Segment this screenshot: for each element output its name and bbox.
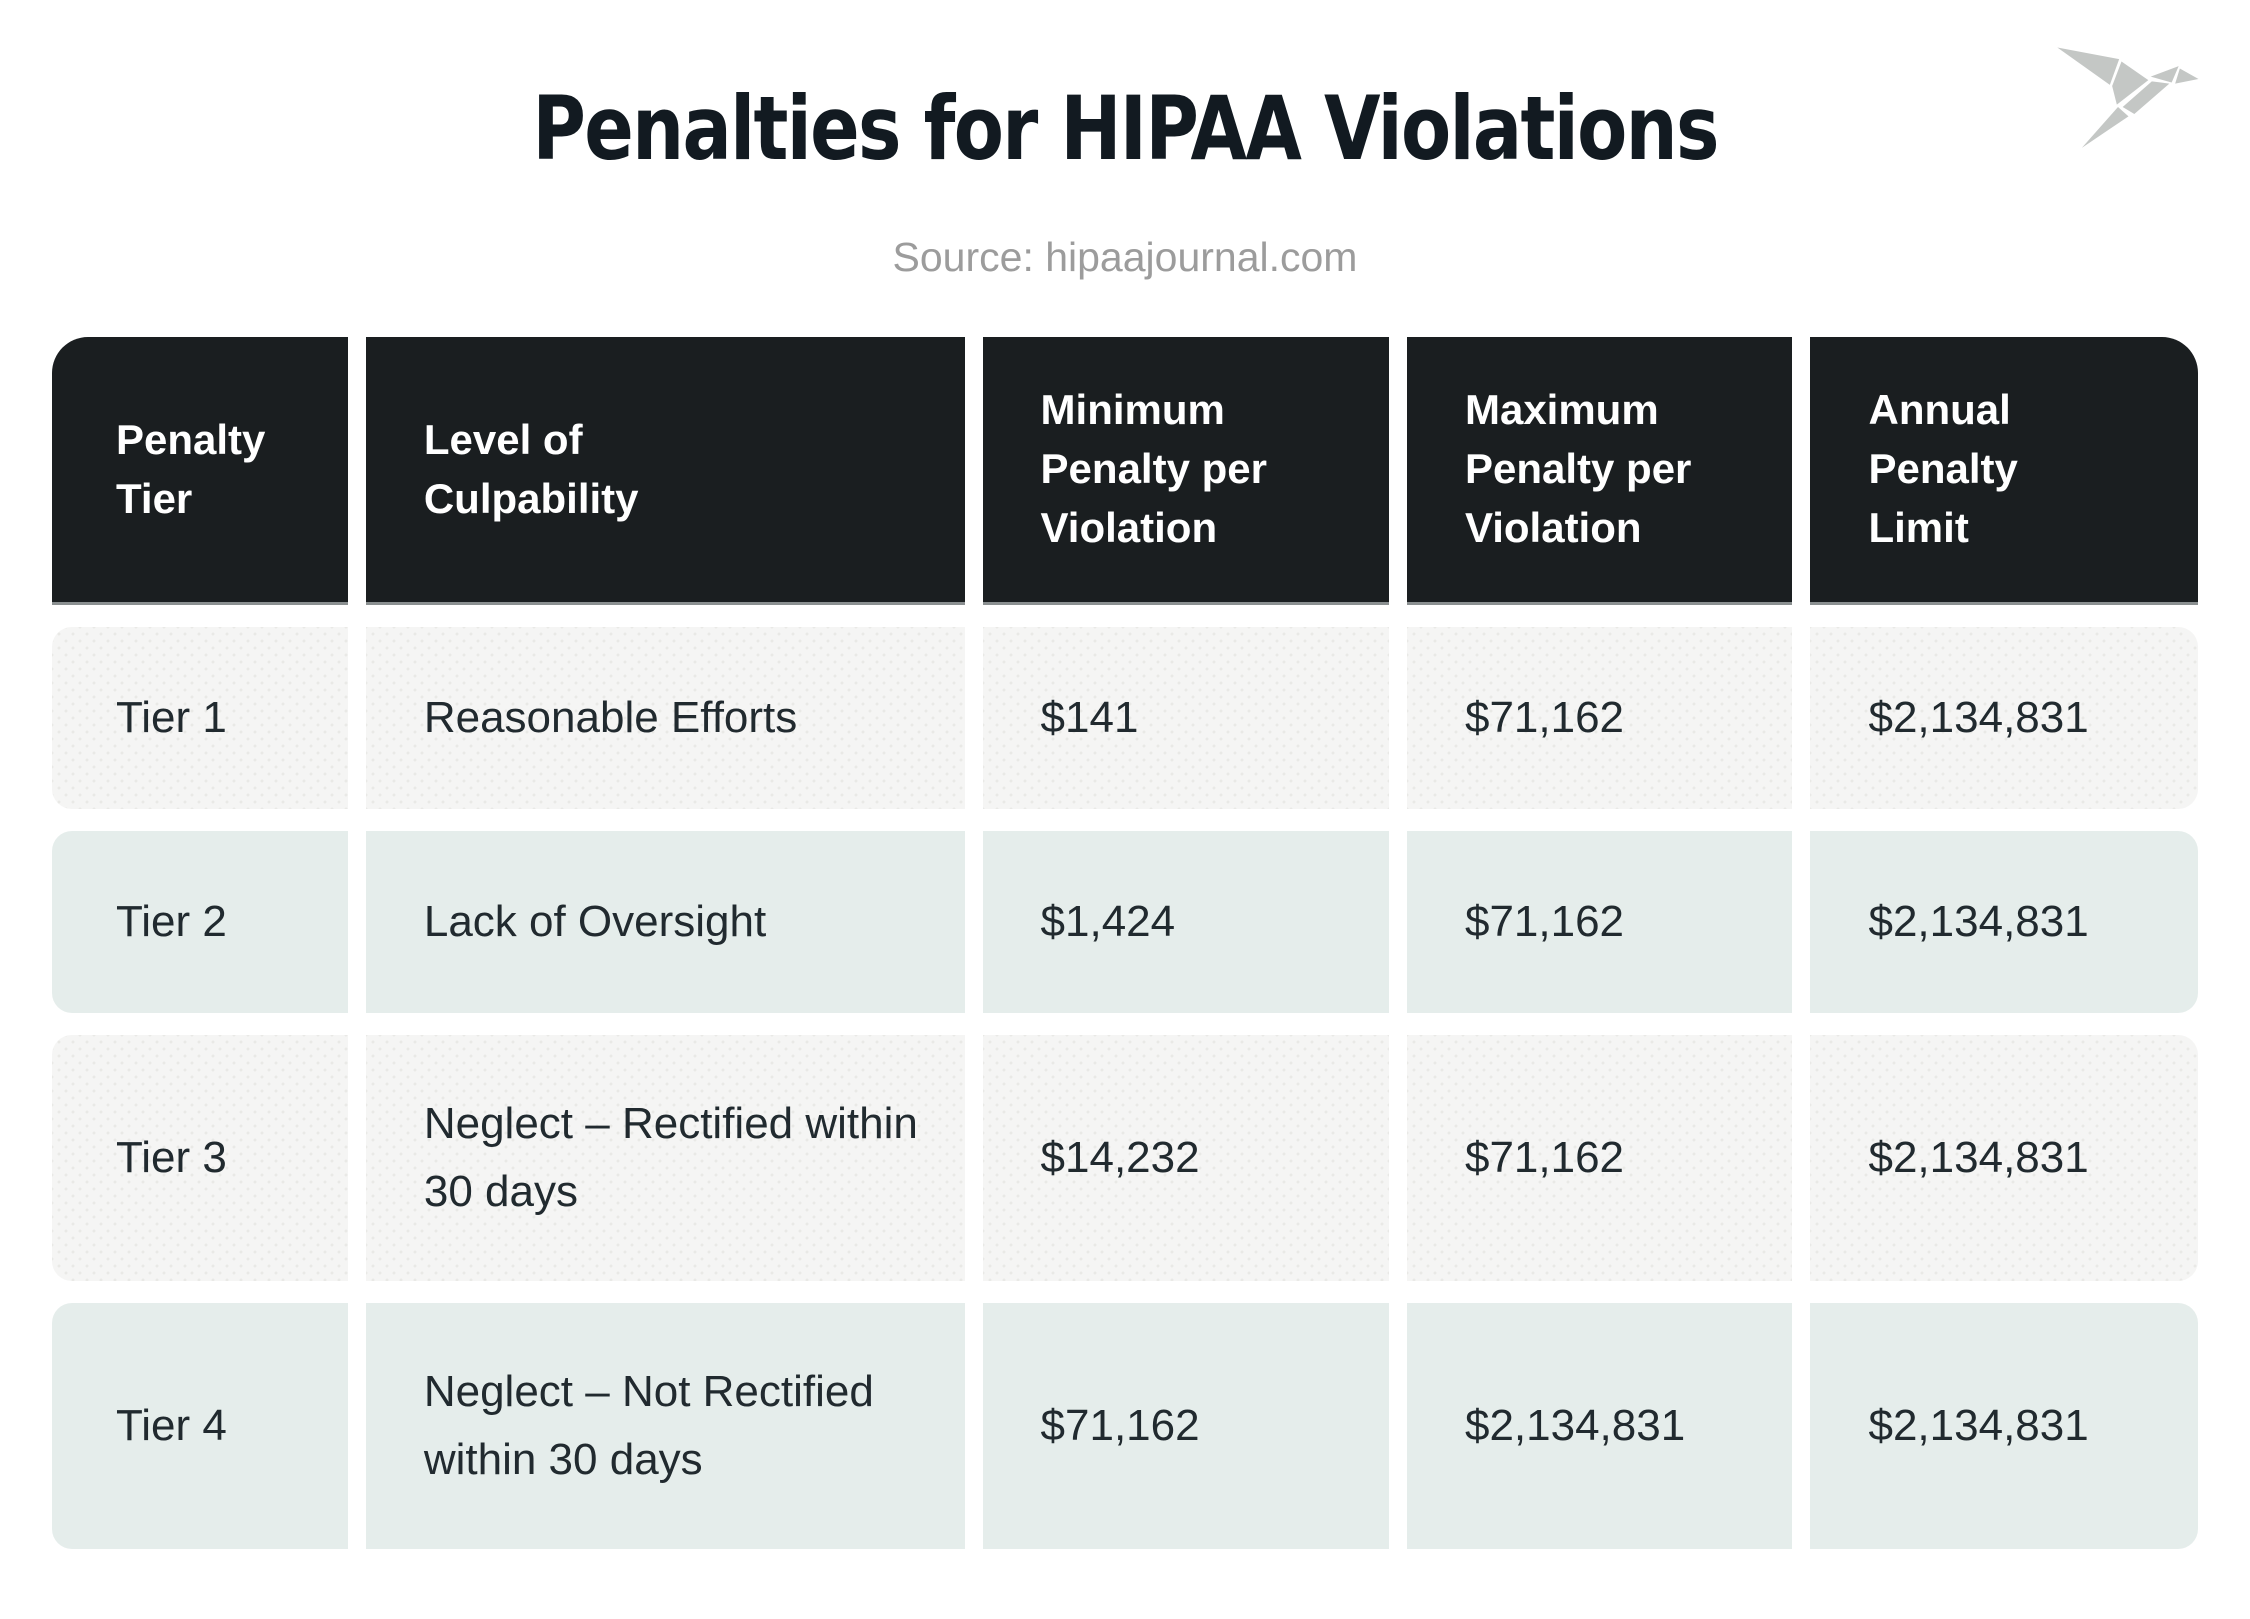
cell-max-penalty: $71,162	[1407, 627, 1793, 809]
cell-min-penalty: $71,162	[983, 1303, 1389, 1549]
column-header-annual-penalty-limit: Annual Penalty Limit	[1810, 337, 2198, 605]
cell-min-penalty: $1,424	[983, 831, 1389, 1013]
column-header-maximum-penalty: Maximum Penalty per Violation	[1407, 337, 1793, 605]
penalties-table	[52, 337, 2198, 1549]
cell-min-penalty: $141	[983, 627, 1389, 809]
page-title: Penalties for HIPAA Violations	[532, 77, 1718, 180]
cell-tier: Tier 2	[52, 831, 348, 1013]
cell-max-penalty: $2,134,831	[1407, 1303, 1793, 1549]
cell-tier: Tier 3	[52, 1035, 348, 1281]
cell-min-penalty: $14,232	[983, 1035, 1389, 1281]
cell-culpability: Reasonable Efforts	[366, 627, 965, 809]
cell-max-penalty: $71,162	[1407, 1035, 1793, 1281]
column-header-penalty-tier: Penalty Tier	[52, 337, 348, 605]
cell-tier: Tier 1	[52, 627, 348, 809]
source-caption: Source: hipaajournal.com	[892, 234, 1358, 280]
cell-annual-limit: $2,134,831	[1810, 627, 2198, 809]
cell-annual-limit: $2,134,831	[1810, 1303, 2198, 1549]
cell-max-penalty: $71,162	[1407, 831, 1793, 1013]
cell-culpability: Neglect – Not Rectified within 30 days	[366, 1303, 965, 1549]
column-header-level-of-culpability: Level of Culpability	[366, 337, 965, 605]
cell-culpability: Lack of Oversight	[366, 831, 965, 1013]
cell-culpability: Neglect – Rectified within 30 days	[366, 1035, 965, 1281]
cell-annual-limit: $2,134,831	[1810, 1035, 2198, 1281]
cell-annual-limit: $2,134,831	[1810, 831, 2198, 1013]
cell-tier: Tier 4	[52, 1303, 348, 1549]
column-header-minimum-penalty: Minimum Penalty per Violation	[983, 337, 1389, 605]
